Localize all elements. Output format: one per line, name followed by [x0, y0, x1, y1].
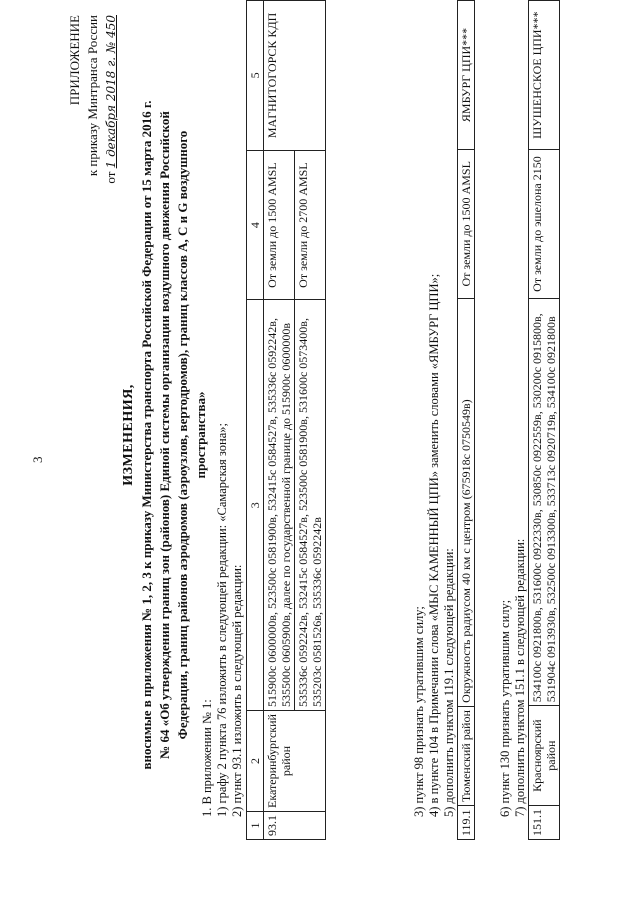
- col-2-header: 2: [247, 711, 264, 812]
- item-1-1: 1) графу 2 пункта 76 изложить в следующей редакции: «Самарская зона»;: [215, 423, 229, 817]
- item-1-6: 6) пункт 130 признать утратившим силу;: [498, 599, 512, 817]
- item-1-3: 3) пункт 98 признать утратившим силу;: [412, 606, 426, 817]
- table-row: [529, 1, 560, 840]
- coordinates: 515900с 0600000в, 523500с 0581900в, 532415с 0584527в, 535336с 0592242в, 535500с 0605900в, далее по государственной границе до 515900с 0600000в: [264, 300, 295, 711]
- col-4-header: 4: [247, 150, 264, 300]
- district-name: Тюменский район: [458, 706, 475, 806]
- coordinates: Окружность радиусом 40 км с центром (675918с 0750549в): [458, 298, 475, 706]
- control-unit: ШУШЕНСКОЕ ЦПИ***: [529, 1, 560, 150]
- height-limits: От земли до 2700 AMSL: [295, 150, 326, 300]
- heading-line: Федерации, границ районов аэродромов (аэроузлов, вертодромов), границ классов A, C и G воздушного: [175, 130, 190, 740]
- control-unit: МАГНИТОГОРСК КДП: [264, 1, 326, 151]
- heading-title: ИЗМЕНЕНИЯ,: [121, 384, 136, 486]
- col-1-header: 1: [247, 812, 264, 840]
- table-119-1: [457, 0, 475, 840]
- height-limits: От земли до эшелона 2150: [529, 150, 560, 299]
- page-number: 3: [30, 456, 45, 463]
- item-1-5: 5) дополнить пунктом 119.1 следующей редакции:: [442, 548, 456, 817]
- heading-line: вносимые в приложения № 1, 2, 3 к приказу Министерства транспорта Российской Федерации от 15 марта 2016 г.: [139, 100, 154, 770]
- table-header-row: [247, 1, 264, 840]
- col-5-header: 5: [247, 1, 264, 151]
- coordinates: 535336с 0592242в, 532415с 0584527в, 523500с 0581900в, 531600с 0573400в, 535203с 0581526в, 535336с 0592242в: [295, 300, 326, 711]
- table-93-1: [246, 0, 326, 840]
- appendix-title: ПРИЛОЖЕНИЕ: [67, 15, 82, 106]
- item-1-4: 4) в пункте 104 в Примечании слова «МЫС КАМЕННЫЙ ЦПИ» заменить словами «ЯМБУРГ ЦПИ»;: [427, 273, 441, 817]
- coordinates: 534100с 0921800в, 531600с 0922330в, 530850с 0922559в, 530200с 0915800в, 531904с 0913930в, 532500с 0913300в, 533713с 0920719в, 534100с 0921800в: [529, 298, 560, 705]
- document-heading: [120, 85, 210, 785]
- item-1-7: 7) дополнить пунктом 151.1 в следующей редакции:: [513, 538, 527, 817]
- appendix-stamp: [66, 15, 120, 225]
- height-limits: От земли до 1500 AMSL: [264, 150, 295, 300]
- row-number: 151.1: [529, 806, 560, 840]
- item-1: 1. В приложении № 1:: [200, 699, 214, 817]
- col-3-header: 3: [247, 300, 264, 711]
- table-row: [264, 1, 295, 840]
- table-151-1: [528, 0, 560, 840]
- row-number: 93.1: [264, 812, 326, 840]
- table-row: [458, 1, 475, 840]
- heading-line: пространства»: [193, 391, 208, 479]
- appendix-order: к приказу Минтранса России: [85, 15, 100, 177]
- row-number: 119.1: [458, 806, 475, 840]
- heading-line: № 64 «Об утверждении границ зон (районов) Единой системы организации воздушного движения Российской: [157, 111, 172, 759]
- control-unit: ЯМБУРГ ЦПИ***: [458, 1, 475, 150]
- appendix-date-line: [102, 15, 120, 225]
- district-name: Красноярский район: [529, 706, 560, 806]
- item-1-2: 2) пункт 93.1 изложить в следующей редакции:: [230, 564, 244, 817]
- height-limits: От земли до 1500 AMSL: [458, 149, 475, 298]
- handwritten-date-number: 1 декабря 2018 г. № 450: [104, 15, 118, 169]
- district-name: Екатеринбургский район: [264, 711, 326, 812]
- appendix-date-prefix: от: [103, 171, 118, 184]
